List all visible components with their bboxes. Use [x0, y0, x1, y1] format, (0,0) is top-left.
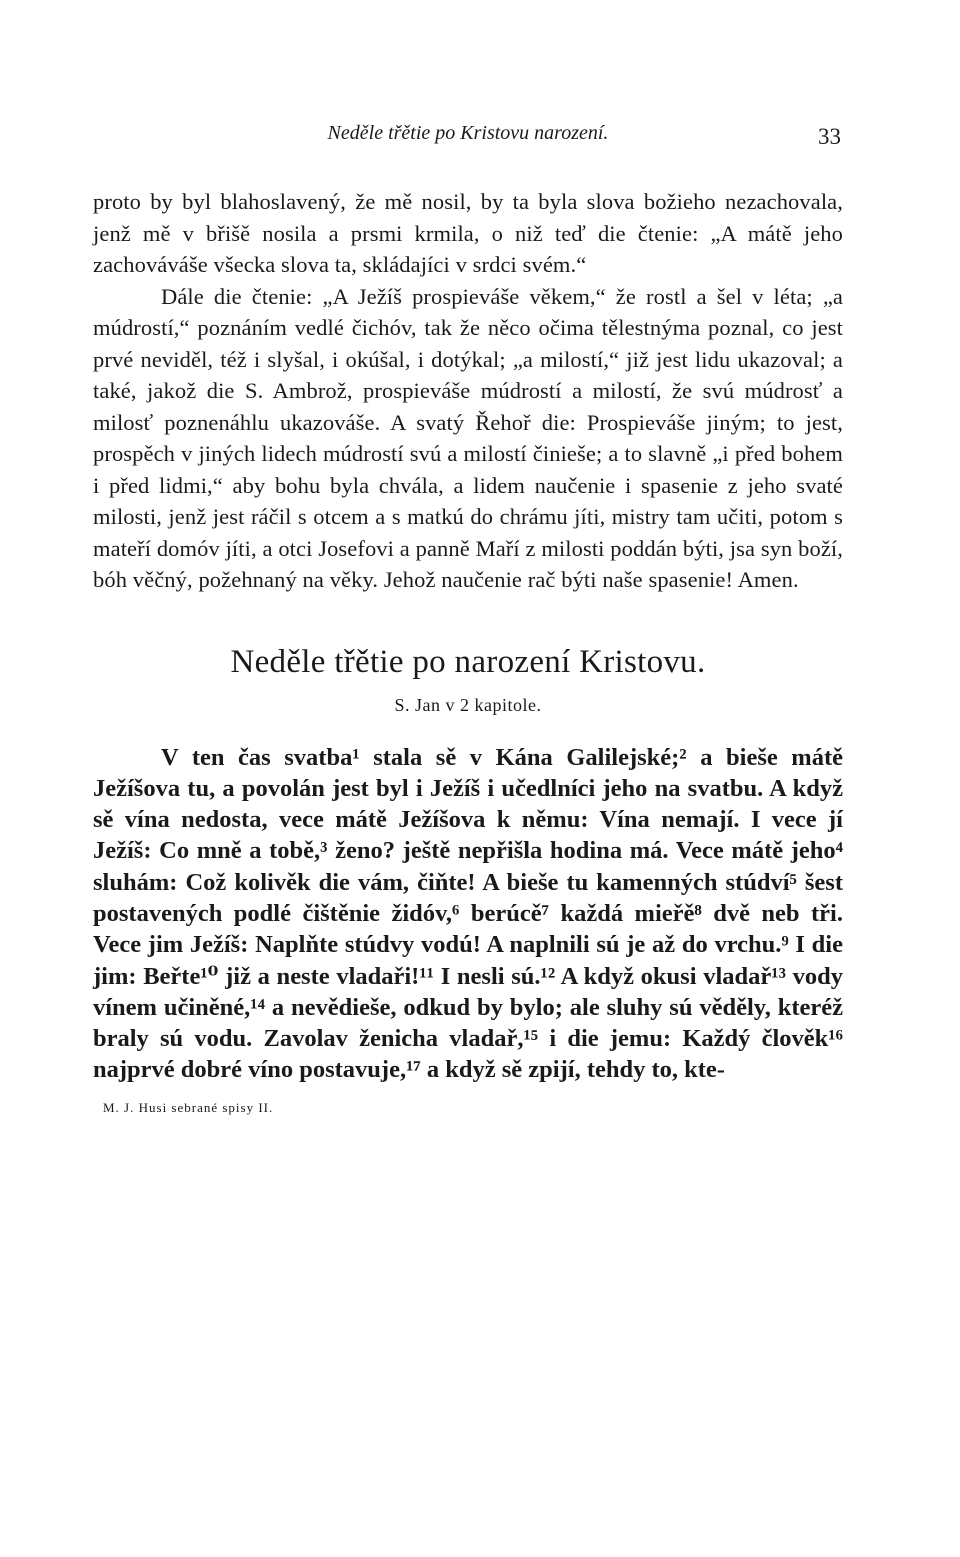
- running-title: Neděle třětie po Kristovu narození.: [327, 122, 609, 144]
- paragraph: Dále die čtenie: „A Ježíš prospieváše věkem,“ že rostl a šel v léta; „a múdrostí,“ poznáním vedlé čichóv, tak že něco očima tělestnýma poznal, co jest prvé neviděl, též i slyšal, i okúšal, i dotýkal; „a milostí,“ již jest lidu ukazoval; a také, jakož die S. Ambrož, prospieváše múdrostí a milostí, že svú múdrosť a milosť poznenáhlu ukazováše. A svatý Řehoř die: Prospieváše jiným; to jest, prospěch v jiných lidech múdrostí svú a milostí činieše; a to slavně „i před bohem i před lidmi,“ aby bohu byla chvála, a lidem naučenie i spasenie z jeho svaté milosti, jenž jest ráčil s otcem a s matkú do chrámu jíti, mistry tam učiti, potom s mateří domóv jíti, a otci Josefovi a panně Maří z milosti poddán býti, jsa syn boží, bóh věčný, požehnaný na věky. Jehož naučenie rač býti naše spasenie! Amen.: [93, 283, 843, 592]
- footer-signature: M. J. Husi sebrané spisy II.: [103, 1099, 274, 1115]
- gospel-text: [93, 742, 843, 1086]
- paragraph-continuation: proto by byl blahoslavený, že mě nosil, by ta byla slova božieho nezachovala, jenž mě v břišě nosila a prsmi krmila, o niž teď die čtenie: „A mátě jeho zachováváše všecka slova ta, skládajíci v srdci svém.“: [93, 189, 843, 277]
- section-title: Neděle třětie po narození Kristovu.: [230, 643, 706, 680]
- running-head: [93, 118, 843, 152]
- book-page: [93, 118, 843, 1116]
- page-number: 33: [818, 124, 841, 149]
- body-text: [93, 186, 843, 596]
- section-subtitle: S. Jan v 2 kapitole.: [394, 694, 542, 715]
- gospel-paragraph: V ten čas svatba¹ stala sě v Kána Galilejské;² a bieše mátě Ježíšova tu, a povolán jest byl i Ježíš i učedlníci jeho na svatbu. A když sě vína nedosta, vece mátě Ježíšova k němu: Vína nemají. I vece jí Ježíš: Co mně a tobě,³ ženo? ještě nepřišla hodina má. Vece mátě jeho⁴ sluhám: Což kolivěk die vám, čiňte! A bieše tu kamenných stúdví⁵ šest postavených podlé čištěnie židóv,⁶ berúcě⁷ každá mieřě⁸ dvě neb tři. Vece jim Ježíš: Naplňte stúdvy vodú! A naplnili sú je až do vrchu.⁹ I die jim: Beřte¹⁰ již a neste vladaři!¹¹ I nesli sú.¹² A když okusi vladař¹³ vody vínem učiněné,¹⁴ a nevědieše, odkud by bylo; ale sluhy sú věděly, kteréž braly sú vodu. Zavolav ženicha vladař,¹⁵ i die jemu: Každý člověk¹⁶ najprvé dobré víno postavuje,¹⁷ a když sě zpijí, tehdy to, kte-: [93, 743, 843, 1084]
